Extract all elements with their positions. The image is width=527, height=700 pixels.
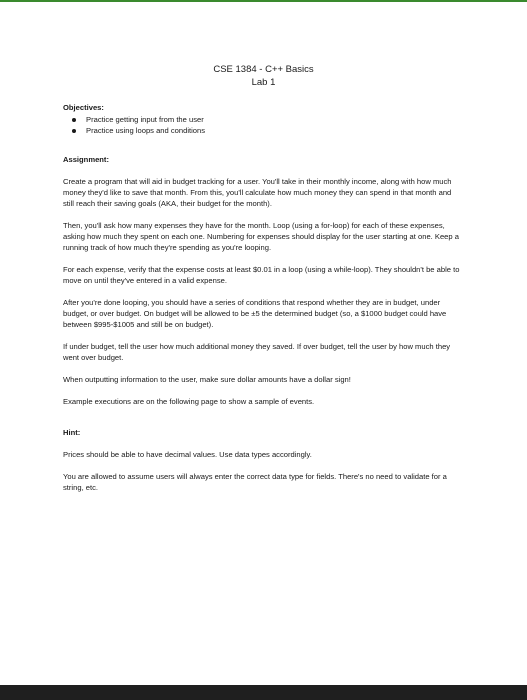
hint-paragraph: Prices should be able to have decimal values. Use data types accordingly. (63, 450, 312, 459)
assignment-heading: Assignment: (63, 155, 109, 164)
hint-heading: Hint: (63, 428, 81, 437)
assignment-paragraph: If under budget, tell the user how much additional money they saved. If over budget, tell the user by how much they went over budget. (63, 342, 451, 362)
objectives-section (63, 102, 463, 136)
objectives-heading: Objectives: (63, 103, 104, 112)
assignment-paragraph: After you're done looping, you should have a series of conditions that respond whether they are in budget, under budget, or over budget. On budget will be allowed to be ±5 the determined budget (so, a $1000 budget could have between $995-$1005 and still be on budget). (63, 298, 447, 329)
assignment-paragraph: When outputting information to the user, make sure dollar amounts have a dollar sign! (63, 375, 351, 384)
objective-item: Practice getting input from the user (86, 114, 463, 125)
hint-paragraph: You are allowed to assume users will always enter the correct data type for fields. There's no need to validate for a string, etc. (63, 472, 447, 492)
document-page (0, 2, 527, 685)
objective-item: Practice using loops and conditions (86, 125, 463, 136)
lab-title: Lab 1 (251, 77, 276, 88)
objectives-list (63, 114, 463, 136)
document-body (63, 102, 463, 493)
viewer-bottom-bar (0, 685, 527, 700)
course-title: CSE 1384 - C++ Basics (213, 64, 314, 75)
assignment-paragraph: Create a program that will aid in budget tracking for a user. You'll take in their monthly income, along with how much money they'd like to save that month. From this, you'll calculate how much money they can spend in that month and still reach their saving goals (AKA, their budget for the month). (63, 177, 452, 208)
assignment-section (63, 154, 463, 407)
assignment-paragraph: For each expense, verify that the expense costs at least $0.01 in a loop (using a while-loop). They shouldn't be able to move on until they've entered in a valid expense. (63, 265, 460, 285)
assignment-paragraph: Example executions are on the following page to show a sample of events. (63, 397, 315, 406)
document-header (0, 63, 527, 89)
assignment-paragraph: Then, you'll ask how many expenses they have for the month. Loop (using a for-loop) for each of these expenses, asking how much they spent on each one. Numbering for expenses should display for the user starting at one. Keep a running track of how much they're spending as you're looping. (63, 221, 459, 252)
hint-section (63, 427, 463, 493)
